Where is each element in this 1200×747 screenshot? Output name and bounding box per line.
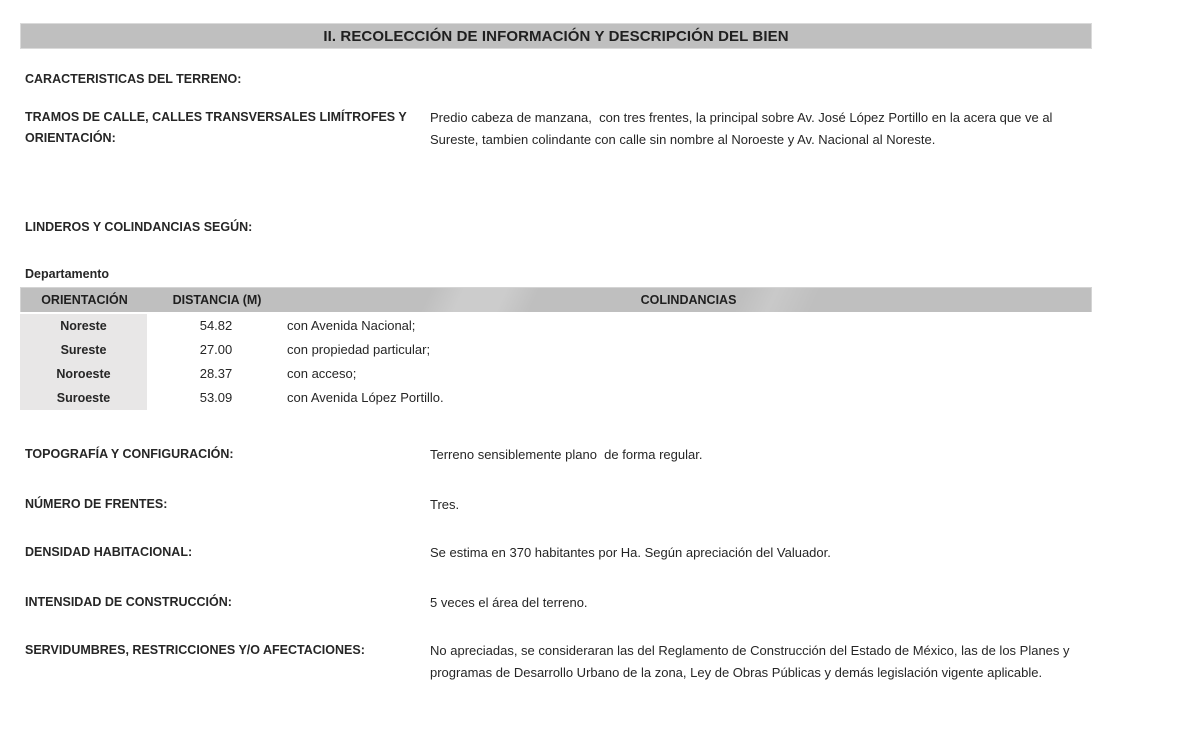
table-body (20, 314, 1092, 410)
topografia-field-value: Terreno sensiblemente plano de forma regular. (430, 447, 703, 462)
table-row (20, 362, 1092, 386)
cell-distancia: 53.09 (199, 390, 233, 405)
section-title: II. RECOLECCIÓN DE INFORMACIÓN Y DESCRIPCIÓN DEL BIEN (323, 27, 789, 45)
linderos-heading: LINDEROS Y COLINDANCIAS SEGÚN: (25, 220, 253, 234)
cell-orientacion: Suroeste (20, 386, 147, 410)
densidad-field-value: Se estima en 370 habitantes por Ha. Según apreciación del Valuador. (430, 545, 831, 560)
frentes-field-label: NÚMERO DE FRENTES: (25, 497, 168, 511)
cell-orientacion: Sureste (20, 338, 147, 362)
servidumbres-field-value: No apreciadas, se consideraran las del Reglamento de Construcción del Estado de México, las de los Planes y programas de Desarrollo Urbano de la zona, Ley de Obras Públicas y demás legislación vigente aplicable. (430, 643, 1074, 680)
table-row (20, 338, 1092, 362)
frentes-field-value: Tres. (430, 497, 460, 512)
linderos-table (20, 287, 1092, 410)
cell-colindancia: con propiedad particular; (287, 342, 431, 357)
servidumbres-field-label: SERVIDUMBRES, RESTRICCIONES Y/O AFECTACIONES: (25, 643, 365, 657)
table-header-row (20, 287, 1092, 312)
linderos-source-label: Departamento (25, 267, 110, 281)
cell-colindancia: con acceso; (287, 366, 357, 381)
cell-distancia: 54.82 (199, 318, 233, 333)
cell-distancia: 28.37 (199, 366, 233, 381)
topografia-field-label: TOPOGRAFÍA Y CONFIGURACIÓN: (25, 447, 234, 461)
cell-orientacion: Noreste (20, 314, 147, 338)
caracteristicas-heading: CARACTERISTICAS DEL TERRENO: (25, 72, 242, 86)
table-header-distancia: DISTANCIA (M) (172, 293, 262, 307)
tramos-field-label: TRAMOS DE CALLE, CALLES TRANSVERSALES LIMÍTROFES Y ORIENTACIÓN: (25, 110, 407, 145)
densidad-field-label: DENSIDAD HABITACIONAL: (25, 545, 193, 559)
table-row (20, 314, 1092, 338)
intensidad-field-label: INTENSIDAD DE CONSTRUCCIÓN: (25, 595, 232, 609)
cell-distancia: 27.00 (199, 342, 233, 357)
table-header-orientacion: ORIENTACIÓN (41, 293, 128, 307)
section-title-bar (20, 23, 1092, 49)
table-header-colindancias: COLINDANCIAS (640, 293, 737, 307)
cell-colindancia: con Avenida Nacional; (287, 318, 416, 333)
cell-colindancia: con Avenida López Portillo. (287, 390, 444, 405)
intensidad-field-value: 5 veces el área del terreno. (430, 595, 588, 610)
tramos-field-value: Predio cabeza de manzana, con tres frentes, la principal sobre Av. José López Portillo en la acera que ve al Sureste, tambien colindante con calle sin nombre al Noroeste y Av. Nacional al Noreste. (430, 110, 1057, 147)
cell-orientacion: Noroeste (20, 362, 147, 386)
table-row (20, 386, 1092, 410)
